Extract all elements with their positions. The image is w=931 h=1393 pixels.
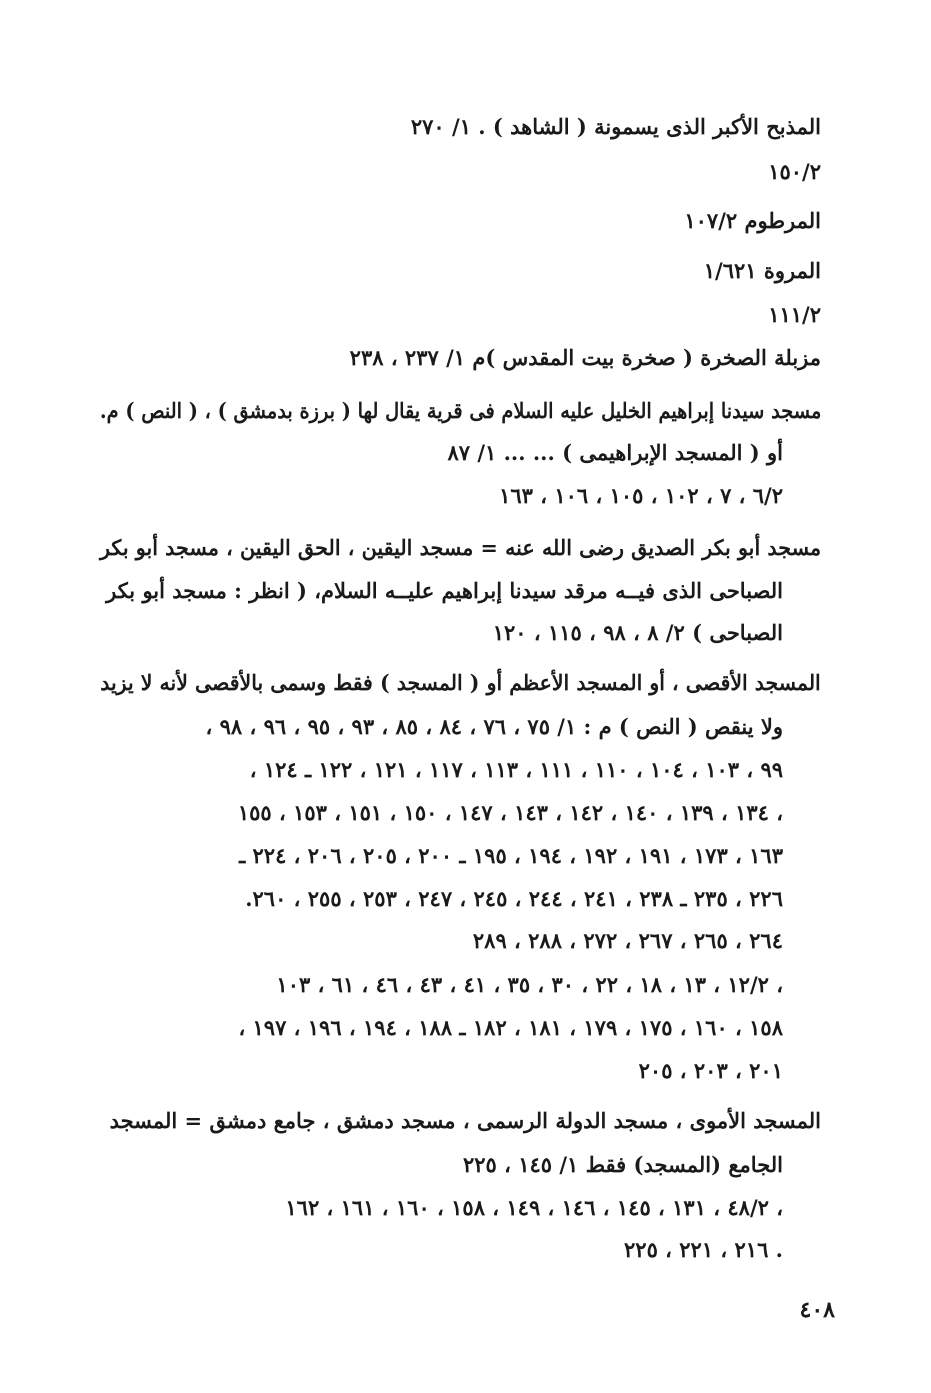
index-line: ١٥٨ ، ١٦٠ ، ١٧٥ ، ١٧٩ ، ١٨١ ، ١٨٢ ـ ١٨٨ ، ١٩٤ ، ١٩٦ ، ١٩٧ ، (238, 1015, 783, 1040)
index-line: ١٢/٢ ، ١٣ ، ١٨ ، ٢٢ ، ٣٠ ، ٣٥ ، ٤١ ، ٤٣ ، ٤٦ ، ٦١ ، ١٠٣ ، (276, 972, 783, 997)
index-line: أو ( المسجد الإبراهيمى ) ... ... ١/ ٨٧ (447, 440, 783, 465)
index-line: ٤٨/٢ ، ١٣١ ، ١٤٥ ، ١٤٦ ، ١٤٩ ، ١٥٨ ، ١٦٠ ، ١٦١ ، ١٦٢ ، (285, 1195, 783, 1220)
index-line: ٢٠١ ، ٢٠٣ ، ٢٠٥ (638, 1058, 783, 1083)
index-line: المسجد الأقصى ، أو المسجد الأعظم أو ( المسجد ) فقط وسمى بالأقصى لأنه لا يزيد (100, 670, 821, 695)
index-line: ٢١٦ ، ٢٢١ ، ٢٢٥ . (624, 1237, 783, 1262)
index-line: مسجد سيدنا إبراهيم الخليل عليه السلام فى قرية يقال لها ( برزة بدمشق ) ، ( النص ) م. (99, 398, 821, 423)
index-line: ١٥٠/٢ (768, 159, 821, 184)
index-line: الصباحى ) ٢/ ٨ ، ٩٨ ، ١١٥ ، ١٢٠ (492, 620, 783, 645)
index-line: ١١١/٢ (768, 302, 821, 327)
index-line: المسجد الأموى ، مسجد الدولة الرسمى ، مسجد دمشق ، جامع دمشق = المسجد (109, 1108, 821, 1133)
index-line: المروة ١/٦٢١ (703, 258, 821, 283)
index-line: ٩٩ ، ١٠٣ ، ١٠٤ ، ١١٠ ، ١١١ ، ١١٣ ، ١١٧ ، ١٢١ ، ١٢٢ ـ ١٢٤ ، (249, 757, 783, 782)
index-line: مزبلة الصخرة ( صخرة بيت المقدس )م ١/ ٢٣٧ ، ٢٣٨ (349, 345, 821, 370)
index-line: الصباحى الذى فيــه مرقد سيدنا إبراهيم عليــه السلام، ( انظر : مسجد أبو بكر (106, 578, 783, 603)
index-line: ١٣٤ ، ١٣٩ ، ١٤٠ ، ١٤٢ ، ١٤٣ ، ١٤٧ ، ١٥٠ ، ١٥١ ، ١٥٣ ، ١٥٥ ، (237, 800, 783, 825)
page-number: ٤٠٨ (799, 1297, 835, 1323)
index-line: الجامع (المسجد) فقط ١/ ١٤٥ ، ٢٢٥ (462, 1152, 783, 1177)
index-line: المذبح الأكبر الذى يسمونة ( الشاهد ) . ١/ ٢٧٠ (410, 114, 821, 139)
index-line: ٢٦٤ ، ٢٦٥ ، ٢٦٧ ، ٢٧٢ ، ٢٨٨ ، ٢٨٩ (472, 928, 783, 953)
index-line: مسجد أبو بكر الصديق رضى الله عنه = مسجد اليقين ، الحق اليقين ، مسجد أبو بكر (99, 535, 821, 560)
index-line: ٦/٢ ، ٧ ، ١٠٢ ، ١٠٥ ، ١٠٦ ، ١٦٣ (499, 483, 783, 508)
index-line: ولا ينقص ( النص ) م : ١/ ٧٥ ، ٧٦ ، ٨٤ ، ٨٥ ، ٩٣ ، ٩٥ ، ٩٦ ، ٩٨ ، (205, 714, 783, 739)
index-line: ١٦٣ ، ١٧٣ ، ١٩١ ، ١٩٢ ، ١٩٤ ، ١٩٥ ـ ٢٠٠ ، ٢٠٥ ، ٢٠٦ ، ٢٢٤ ـ (239, 843, 783, 868)
index-line: ٢٢٦ ، ٢٣٥ ـ ٢٣٨ ، ٢٤١ ، ٢٤٤ ، ٢٤٥ ، ٢٤٧ ، ٢٥٣ ، ٢٥٥ ، ٢٦٠. (245, 886, 783, 911)
index-line: المرطوم ١٠٧/٢ (684, 208, 821, 233)
